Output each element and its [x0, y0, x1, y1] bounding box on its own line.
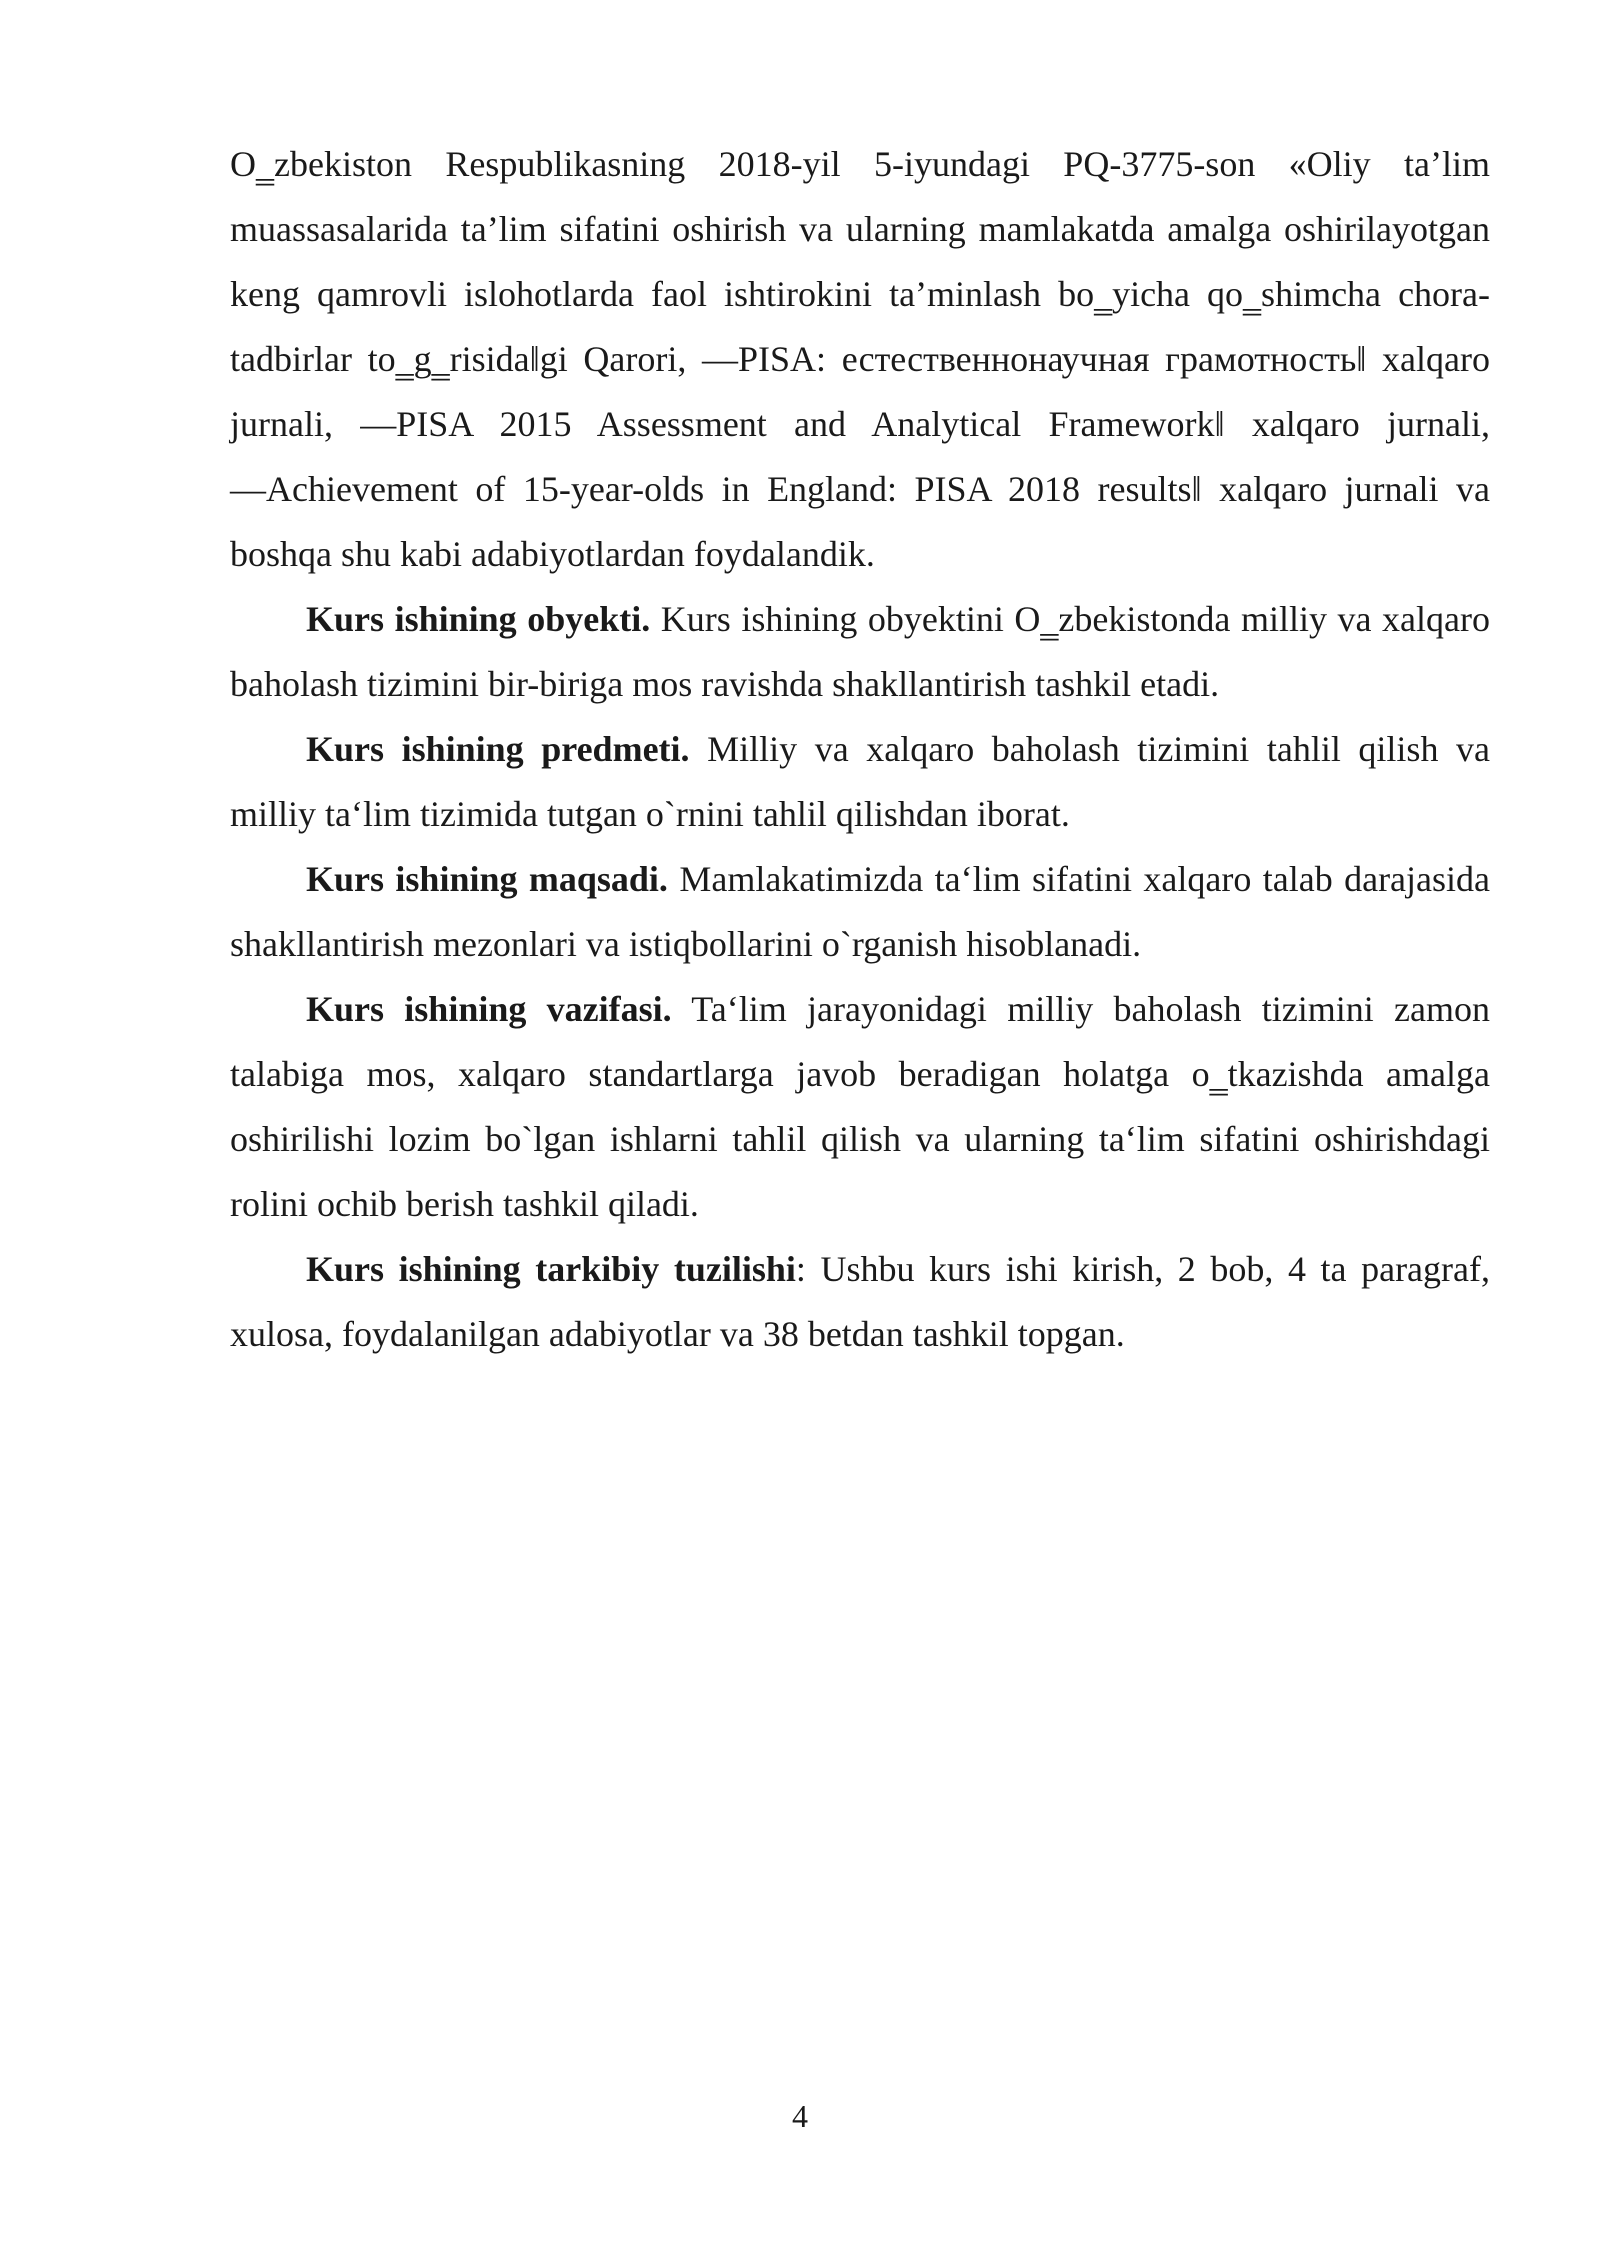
paragraph-text: O‗zbekiston Respublikasning 2018-yil 5-iyundagi PQ-3775-son «Oliy ta’lim muassasalarida ta’lim sifatini oshirish va ularning mamlakatda amalga oshirilayotgan keng qamrovli islohotlarda faol ishtirokini ta’minlash bo‗yicha qo‗shimcha chora-tadbirlar to‗g‗risida‖gi Qarori, ―PISA: естественнонаучная грамотность‖ xalqaro jurnali, ―PISA 2015 Assessment and Analytical Framework‖ xalqaro jurnali, ―Achievement of 15-year-olds in England: PISA 2018 results‖ xalqaro jurnali va boshqa shu kabi adabiyotlardan foydalandik. — [230, 144, 1490, 574]
paragraph-heading: Kurs ishining vazifasi. — [306, 989, 672, 1029]
paragraph-text: Kurs ishining obyektini O‗zbekistonda milliy va xalqaro baholash tizimini bir-biriga mos ravishda shakllantirish tashkil etadi. — [230, 599, 1490, 704]
page-number: 4 — [792, 2098, 808, 2134]
paragraph-text: Ta‘lim jarayonidagi milliy baholash tizimini zamon talabiga mos, xalqaro standartlarga javob beradigan holatga o‗tkazishda amalga oshirilishi lozim bo`lgan ishlarni tahlil qilish va ularning ta‘lim sifatini oshirishdagi rolini ochib berish tashkil qiladi. — [230, 989, 1490, 1224]
paragraph-tasks — [230, 977, 1490, 1237]
paragraph-references — [230, 132, 1490, 587]
paragraph-heading: Kurs ishining predmeti. — [306, 729, 690, 769]
paragraph-text: Mamlakatimizda ta‘lim sifatini xalqaro talab darajasida shakllantirish mezonlari va istiqbollarini o`rganish hisoblanadi. — [230, 859, 1491, 964]
paragraph-structure — [230, 1237, 1490, 1367]
paragraph-heading: Kurs ishining obyekti. — [306, 599, 651, 639]
paragraph-heading: Kurs ishining tarkibiy tuzilishi — [306, 1249, 796, 1289]
paragraph-goal — [230, 847, 1490, 977]
paragraph-text: : Ushbu kurs ishi kirish, 2 bob, 4 ta paragraf, xulosa, foydalanilgan adabiyotlar va 38 betdan tashkil topgan. — [230, 1249, 1490, 1354]
paragraph-text: Milliy va xalqaro baholash tizimini tahlil qilish va milliy ta‘lim tizimida tutgan o`rnini tahlil qilishdan iborat. — [230, 729, 1490, 834]
document-body — [230, 132, 1490, 1367]
paragraph-object — [230, 587, 1490, 717]
paragraph-heading: Kurs ishining maqsadi. — [306, 859, 668, 899]
paragraph-subject — [230, 717, 1490, 847]
